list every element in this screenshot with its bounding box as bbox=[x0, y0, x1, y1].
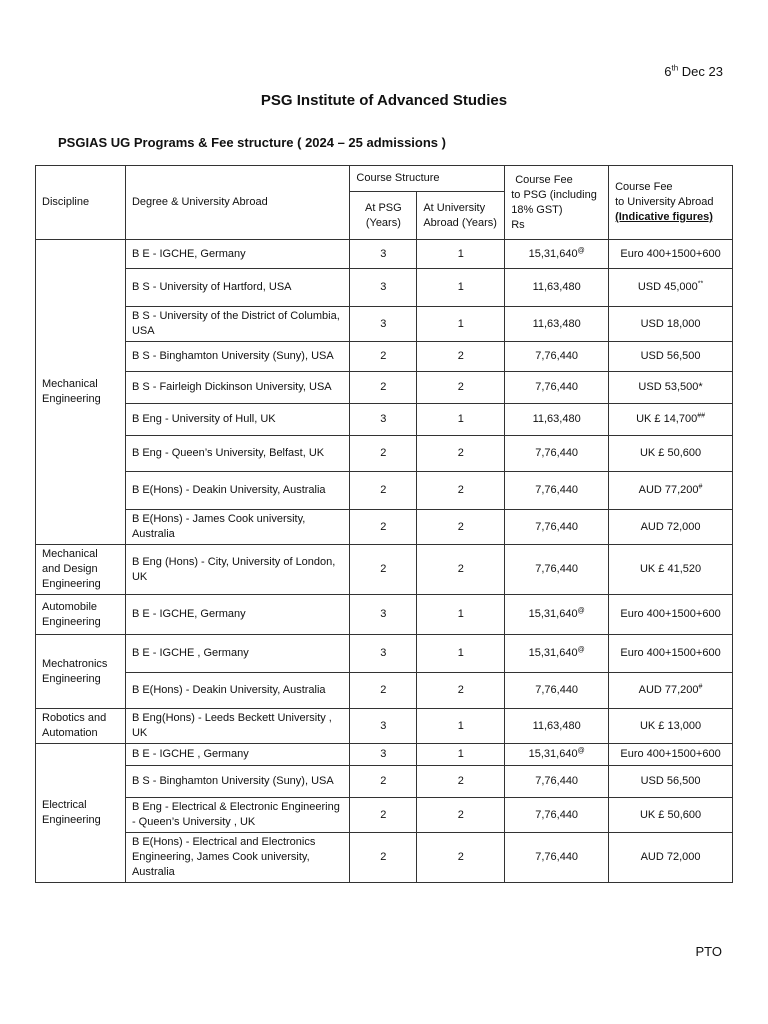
fee-abroad-cell: AUD 72,000 bbox=[609, 510, 733, 545]
years-psg-cell: 3 bbox=[350, 240, 417, 269]
years-psg-cell: 2 bbox=[350, 833, 417, 883]
years-psg-cell: 3 bbox=[350, 307, 417, 342]
table-row bbox=[36, 766, 733, 798]
table-row bbox=[36, 436, 733, 472]
years-abroad-cell: 2 bbox=[417, 372, 505, 404]
degree-cell: B Eng - Queen’s University, Belfast, UK bbox=[125, 436, 349, 472]
years-psg-cell: 2 bbox=[350, 545, 417, 595]
years-abroad-cell: 2 bbox=[417, 766, 505, 798]
years-abroad-cell: 2 bbox=[417, 673, 505, 709]
degree-cell: B S - Binghamton University (Suny), USA bbox=[125, 342, 349, 372]
table-row bbox=[36, 372, 733, 404]
years-abroad-cell: 1 bbox=[417, 635, 505, 673]
table-row bbox=[36, 510, 733, 545]
degree-cell: B E(Hons) - Deakin University, Australia bbox=[125, 472, 349, 510]
header-at-university: At University Abroad (Years) bbox=[417, 192, 505, 240]
fee-abroad-cell: UK £ 50,600 bbox=[609, 798, 733, 833]
fee-psg-cell: 7,76,440 bbox=[505, 342, 609, 372]
fee-psg-cell: 7,76,440 bbox=[505, 766, 609, 798]
fee-abroad-cell: UK £ 50,600 bbox=[609, 436, 733, 472]
page-subtitle: PSGIAS UG Programs & Fee structure ( 2024 – 25 admissions ) bbox=[58, 135, 446, 150]
degree-cell: B S - University of Hartford, USA bbox=[125, 269, 349, 307]
years-psg-cell: 2 bbox=[350, 766, 417, 798]
fee-psg-cell: 11,63,480 bbox=[505, 404, 609, 436]
table-row bbox=[36, 709, 733, 744]
years-abroad-cell: 2 bbox=[417, 436, 505, 472]
fee-psg-cell: 11,63,480 bbox=[505, 709, 609, 744]
years-psg-cell: 3 bbox=[350, 269, 417, 307]
years-abroad-cell: 1 bbox=[417, 744, 505, 766]
degree-cell: B S - Fairleigh Dickinson University, USA bbox=[125, 372, 349, 404]
degree-cell: B E - IGCHE , Germany bbox=[125, 744, 349, 766]
fee-abroad-cell: Euro 400+1500+600 bbox=[609, 240, 733, 269]
table-row bbox=[36, 269, 733, 307]
years-abroad-cell: 1 bbox=[417, 404, 505, 436]
years-abroad-cell: 1 bbox=[417, 709, 505, 744]
degree-cell: B S - University of the District of Columbia, USA bbox=[125, 307, 349, 342]
fee-psg-cell: 11,63,480 bbox=[505, 269, 609, 307]
header-course-structure: Course Structure bbox=[350, 166, 505, 192]
years-abroad-cell: 2 bbox=[417, 545, 505, 595]
table-row bbox=[36, 635, 733, 673]
fee-psg-cell: 7,76,440 bbox=[505, 510, 609, 545]
years-abroad-cell: 2 bbox=[417, 510, 505, 545]
years-psg-cell: 2 bbox=[350, 472, 417, 510]
fee-psg-cell: 15,31,640@ bbox=[505, 240, 609, 269]
fee-abroad-cell: UK £ 13,000 bbox=[609, 709, 733, 744]
header-row bbox=[36, 166, 733, 192]
discipline-cell: Electrical Engineering bbox=[36, 744, 126, 883]
years-abroad-cell: 1 bbox=[417, 269, 505, 307]
fee-abroad-cell: AUD 77,200# bbox=[609, 673, 733, 709]
table-row bbox=[36, 744, 733, 766]
document-date: 6th Dec 23 bbox=[664, 63, 723, 79]
fee-table bbox=[35, 165, 733, 883]
years-psg-cell: 2 bbox=[350, 342, 417, 372]
fee-psg-cell: 7,76,440 bbox=[505, 833, 609, 883]
fee-abroad-cell: Euro 400+1500+600 bbox=[609, 635, 733, 673]
degree-cell: B Eng (Hons) - City, University of London, UK bbox=[125, 545, 349, 595]
years-psg-cell: 3 bbox=[350, 709, 417, 744]
degree-cell: B E(Hons) - James Cook university, Australia bbox=[125, 510, 349, 545]
fee-abroad-cell: USD 45,000** bbox=[609, 269, 733, 307]
table-row bbox=[36, 833, 733, 883]
years-abroad-cell: 2 bbox=[417, 798, 505, 833]
discipline-cell: Mechanical and Design Engineering bbox=[36, 545, 126, 595]
years-abroad-cell: 2 bbox=[417, 833, 505, 883]
fee-abroad-cell: Euro 400+1500+600 bbox=[609, 595, 733, 635]
discipline-cell: Mechanical Engineering bbox=[36, 240, 126, 545]
degree-cell: B Eng - Electrical & Electronic Engineering - Queen’s University , UK bbox=[125, 798, 349, 833]
years-psg-cell: 2 bbox=[350, 673, 417, 709]
degree-cell: B E - IGCHE, Germany bbox=[125, 595, 349, 635]
degree-cell: B Eng(Hons) - Leeds Beckett University , UK bbox=[125, 709, 349, 744]
header-degree: Degree & University Abroad bbox=[125, 166, 349, 240]
years-abroad-cell: 2 bbox=[417, 342, 505, 372]
years-abroad-cell: 1 bbox=[417, 307, 505, 342]
years-psg-cell: 2 bbox=[350, 372, 417, 404]
fee-abroad-cell: AUD 77,200# bbox=[609, 472, 733, 510]
fee-abroad-cell: AUD 72,000 bbox=[609, 833, 733, 883]
years-psg-cell: 3 bbox=[350, 744, 417, 766]
years-psg-cell: 2 bbox=[350, 436, 417, 472]
fee-psg-cell: 7,76,440 bbox=[505, 798, 609, 833]
fee-psg-cell: 15,31,640@ bbox=[505, 595, 609, 635]
fee-psg-cell: 7,76,440 bbox=[505, 472, 609, 510]
fee-abroad-cell: UK £ 14,700## bbox=[609, 404, 733, 436]
footer-pto: PTO bbox=[695, 944, 722, 959]
table-row bbox=[36, 240, 733, 269]
years-abroad-cell: 1 bbox=[417, 240, 505, 269]
header-fee-abroad: Course Fee to University Abroad (Indicative figures) bbox=[609, 166, 733, 240]
degree-cell: B Eng - University of Hull, UK bbox=[125, 404, 349, 436]
years-psg-cell: 2 bbox=[350, 798, 417, 833]
table-row bbox=[36, 404, 733, 436]
table-row bbox=[36, 673, 733, 709]
fee-abroad-cell: USD 56,500 bbox=[609, 342, 733, 372]
fee-psg-cell: 15,31,640@ bbox=[505, 635, 609, 673]
table-row bbox=[36, 595, 733, 635]
table-row bbox=[36, 307, 733, 342]
fee-psg-cell: 7,76,440 bbox=[505, 436, 609, 472]
years-psg-cell: 3 bbox=[350, 635, 417, 673]
discipline-cell: Mechatronics Engineering bbox=[36, 635, 126, 709]
table-row bbox=[36, 545, 733, 595]
fee-psg-cell: 15,31,640@ bbox=[505, 744, 609, 766]
fee-abroad-cell: USD 18,000 bbox=[609, 307, 733, 342]
years-abroad-cell: 1 bbox=[417, 595, 505, 635]
header-at-psg: At PSG (Years) bbox=[350, 192, 417, 240]
fee-psg-cell: 11,63,480 bbox=[505, 307, 609, 342]
fee-abroad-cell: Euro 400+1500+600 bbox=[609, 744, 733, 766]
page-title: PSG Institute of Advanced Studies bbox=[260, 92, 508, 109]
header-discipline: Discipline bbox=[36, 166, 126, 240]
degree-cell: B S - Binghamton University (Suny), USA bbox=[125, 766, 349, 798]
degree-cell: B E - IGCHE, Germany bbox=[125, 240, 349, 269]
years-psg-cell: 3 bbox=[350, 404, 417, 436]
table-row bbox=[36, 798, 733, 833]
degree-cell: B E(Hons) - Deakin University, Australia bbox=[125, 673, 349, 709]
years-abroad-cell: 2 bbox=[417, 472, 505, 510]
table-row bbox=[36, 342, 733, 372]
fee-abroad-cell: UK £ 41,520 bbox=[609, 545, 733, 595]
fee-abroad-cell: USD 53,500* bbox=[609, 372, 733, 404]
fee-psg-cell: 7,76,440 bbox=[505, 545, 609, 595]
fee-psg-cell: 7,76,440 bbox=[505, 673, 609, 709]
years-psg-cell: 2 bbox=[350, 510, 417, 545]
degree-cell: B E - IGCHE , Germany bbox=[125, 635, 349, 673]
discipline-cell: Robotics and Automation bbox=[36, 709, 126, 744]
discipline-cell: Automobile Engineering bbox=[36, 595, 126, 635]
years-psg-cell: 3 bbox=[350, 595, 417, 635]
fee-psg-cell: 7,76,440 bbox=[505, 372, 609, 404]
degree-cell: B E(Hons) - Electrical and Electronics Engineering, James Cook university, Australia bbox=[125, 833, 349, 883]
table-row bbox=[36, 472, 733, 510]
fee-abroad-cell: USD 56,500 bbox=[609, 766, 733, 798]
header-fee-psg: Course Fee to PSG (including 18% GST) Rs bbox=[505, 166, 609, 240]
